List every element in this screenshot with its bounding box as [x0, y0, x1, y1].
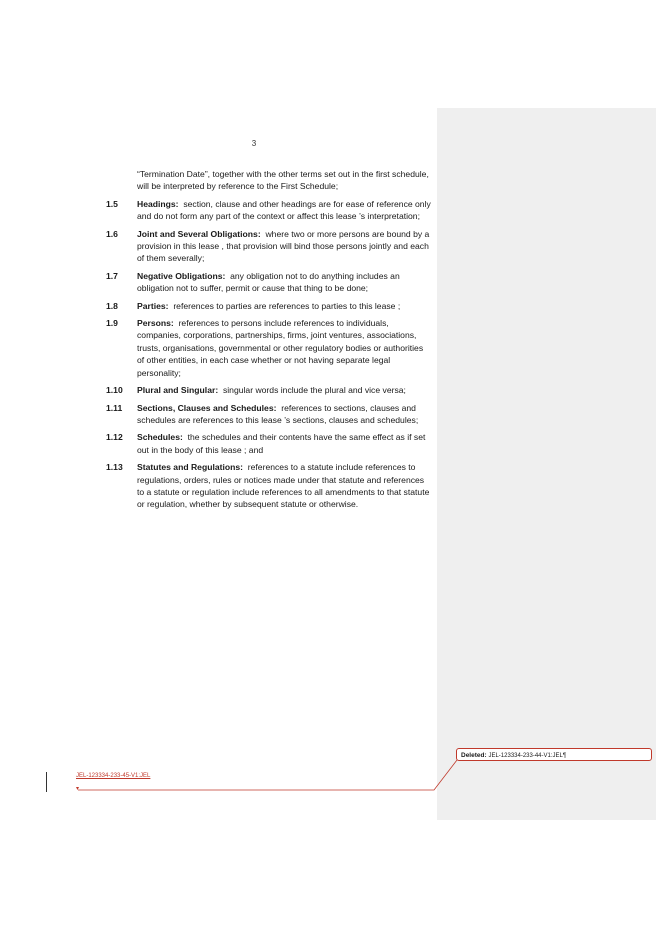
clause-number: 1.9 — [106, 318, 118, 329]
clause-list — [106, 198, 432, 511]
clause-number: 1.13 — [106, 462, 123, 473]
clause-text: singular words include the plural and vice versa; — [222, 385, 406, 396]
clause-1-11 — [106, 402, 432, 427]
clause-body — [137, 461, 432, 511]
clause-body — [137, 431, 432, 456]
clause-body — [137, 228, 432, 265]
clause-body — [137, 300, 432, 312]
clause-term: Persons: — [137, 318, 174, 329]
clause-text: the schedules and their contents have the same effect as if set out in the body of this lease ; and — [137, 432, 426, 455]
clause-1-13 — [106, 461, 432, 511]
footer-doc-reference: JEL-123334-233-45-V1:JEL — [76, 773, 151, 779]
clause-text: references to persons include references to individuals, companies, corporations, partnerships, firms, joint ventures, associations, trusts, organisations, governmental or other regulatory bodies or authorities of other entities, in each case whether or not having separate legal personality; — [137, 318, 424, 378]
clause-term: Parties: — [137, 300, 169, 311]
change-bar — [46, 772, 47, 792]
clause-1-8 — [106, 300, 432, 312]
comment-margin-pane — [437, 108, 656, 820]
clause-body — [137, 270, 432, 295]
clause-term: Schedules: — [137, 432, 183, 443]
clause-term: Headings: — [137, 198, 179, 209]
clause-term: Statutes and Regulations: — [137, 462, 243, 473]
clause-number: 1.7 — [106, 270, 118, 281]
clause-number: 1.10 — [106, 385, 123, 396]
clause-term: Sections, Clauses and Schedules: — [137, 402, 277, 413]
clause-text: references to parties are references to parties to this lease ; — [173, 300, 401, 311]
clause-term: Plural and Singular: — [137, 385, 219, 396]
clause-text: any obligation not to do anything includes an obligation not to suffer, permit or cause that thing to be done; — [137, 270, 400, 294]
clause-body — [137, 384, 432, 396]
clause-1-12 — [106, 431, 432, 456]
clause-1-9 — [106, 317, 432, 379]
page-number: 3 — [251, 139, 257, 148]
clause-term: Joint and Several Obligations: — [137, 228, 261, 239]
clause-1-7 — [106, 270, 432, 295]
footer-insertion-marker: ▾ — [76, 786, 80, 792]
clause-term: Negative Obligations: — [137, 270, 226, 281]
clause-1-5 — [106, 198, 432, 223]
clause-text: references to sections, clauses and schedules are references to this lease ’s sections, clauses and schedules; — [137, 402, 419, 425]
clause-body — [137, 317, 432, 379]
clause-body — [137, 402, 432, 427]
document-body — [106, 168, 432, 516]
clause-text: section, clause and other headings are for ease of reference only and do not form any part of the context or affect this lease ’s interpretation; — [137, 198, 431, 222]
revision-balloon[interactable] — [456, 748, 652, 761]
clause-body — [137, 198, 432, 223]
clause-number: 1.11 — [106, 402, 123, 413]
clause-text: references to a statute include references to regulations, orders, rules or notices made under that statute and references to a statute or regulation include references to all amendments to that statute or regulation, whether by subsequent statute or otherwise. — [137, 462, 430, 510]
revision-balloon-label: Deleted: — [461, 752, 487, 759]
clause-number: 1.8 — [106, 300, 118, 311]
intro-paragraph: “Termination Date”, together with the other terms set out in the first schedule, will be interpreted by reference to the First Schedule; — [137, 169, 429, 192]
clause-1-10 — [106, 384, 432, 396]
clause-number: 1.12 — [106, 432, 123, 443]
revision-balloon-value: JEL-123334-233-44-V1:JEL¶ — [488, 753, 567, 759]
clause-1-6 — [106, 228, 432, 265]
clause-number: 1.5 — [106, 198, 118, 209]
clause-number: 1.6 — [106, 228, 118, 239]
clause-text: where two or more persons are bound by a provision in this lease , that provision will bind those persons jointly and each of them severally; — [137, 228, 430, 264]
